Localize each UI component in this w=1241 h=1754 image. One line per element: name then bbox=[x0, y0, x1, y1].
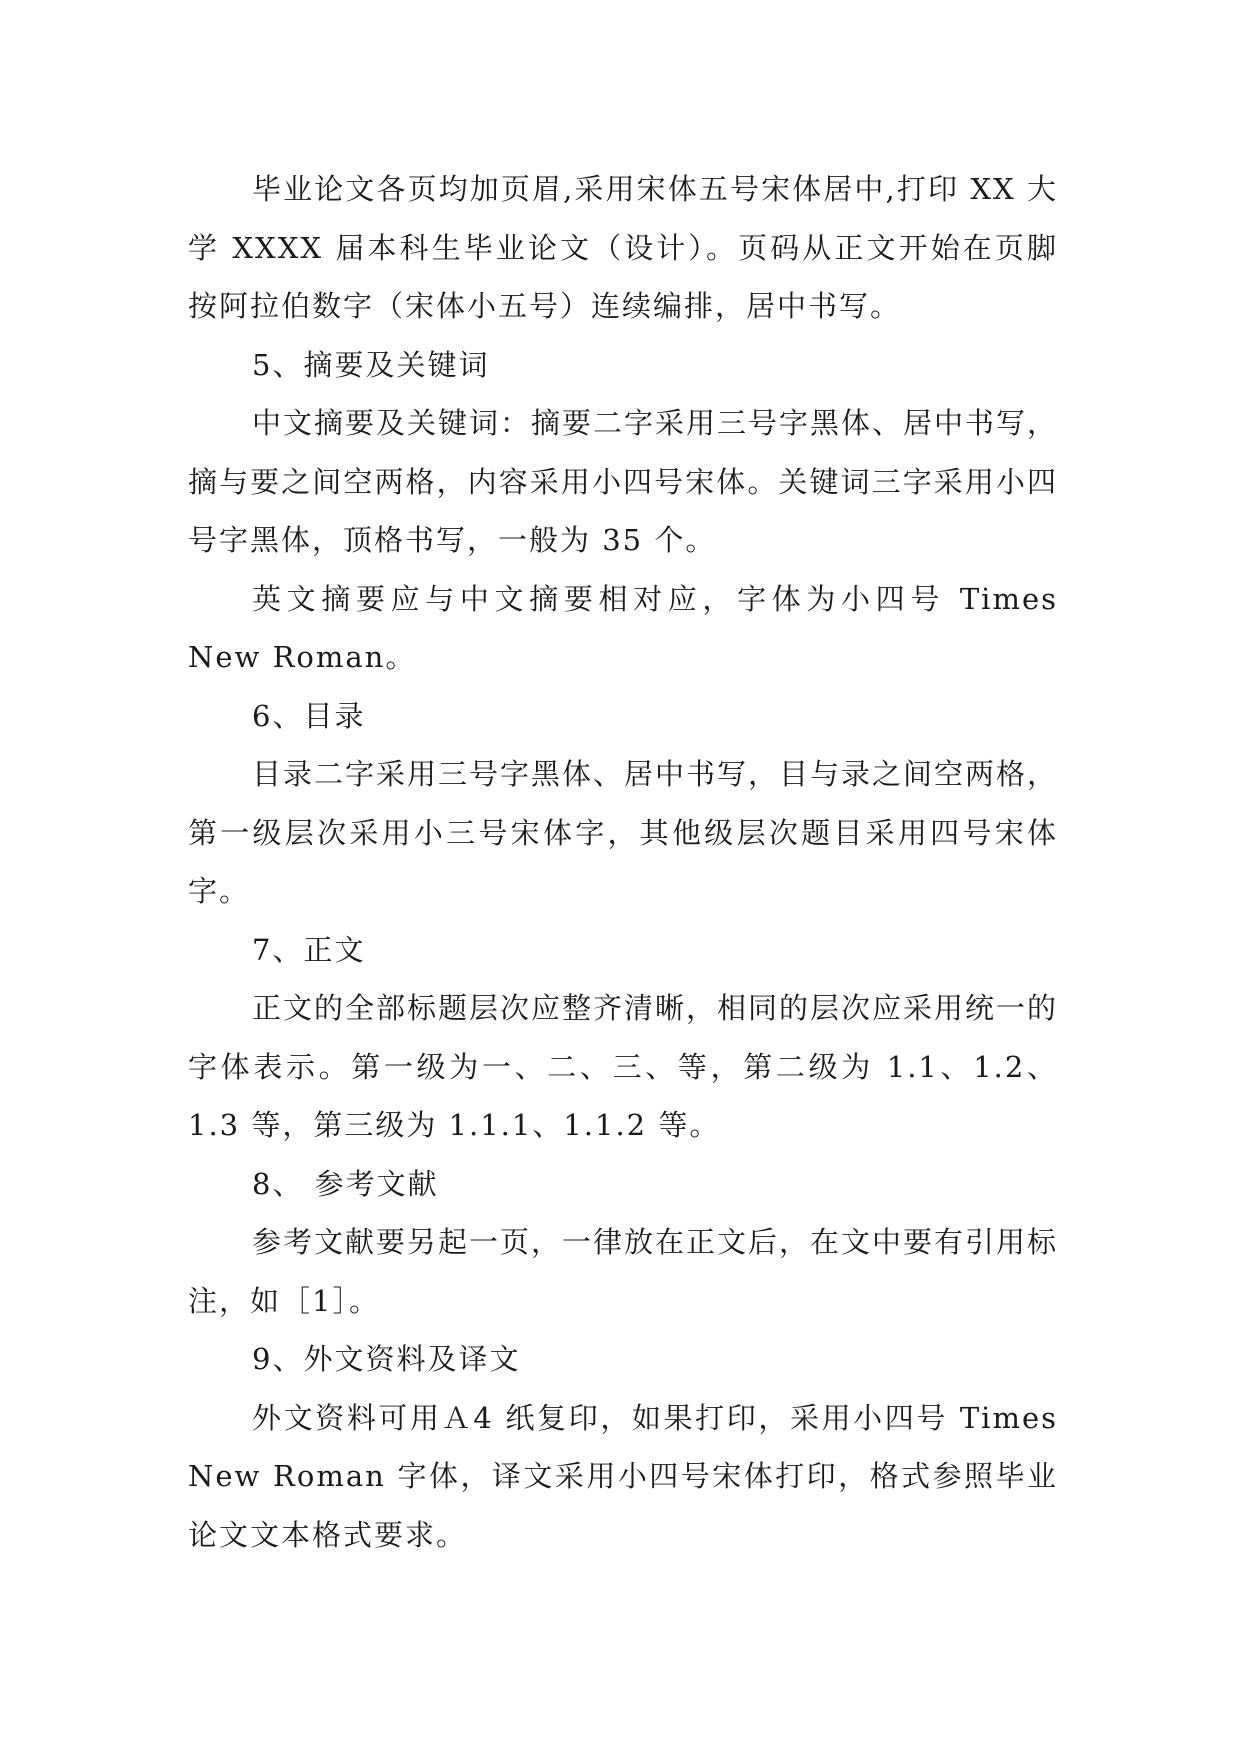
heading-main-text: 7、正文 bbox=[252, 932, 366, 967]
heading-table-of-contents: 6、目录 bbox=[252, 698, 366, 733]
paragraph-english-abstract: 英文摘要应与中文摘要相对应，字体为小四号 Times New Roman。 bbox=[188, 581, 1058, 674]
paragraph-header-footer: 毕业论文各页均加页眉,采用宋体五号宋体居中,打印 XX 大学 XXXX 届本科生毕业论文（设计）。页码从正文开始在页脚按阿拉伯数字（宋体小五号）连续编排，居中书写。 bbox=[188, 172, 1058, 323]
heading-references: 8、 参考文献 bbox=[252, 1166, 439, 1201]
heading-abstract-keywords: 5、摘要及关键词 bbox=[252, 347, 490, 382]
document-body bbox=[188, 160, 1058, 1564]
paragraph-main-text: 正文的全部标题层次应整齐清晰，相同的层次应采用统一的字体表示。第一级为一、二、三、等，第二级为 1.1、1.2、1.3 等，第三级为 1.1.1、1.1.2 等。 bbox=[188, 991, 1059, 1142]
heading-foreign-materials: 9、外文资料及译文 bbox=[252, 1342, 521, 1376]
paragraph-chinese-abstract: 中文摘要及关键词：摘要二字采用三号字黑体、居中书写，摘与要之间空两格，内容采用小四号宋体。关键词三字采用小四号字黑体，顶格书写，一般为 35 个。 bbox=[188, 406, 1059, 557]
paragraph-table-of-contents: 目录二字采用三号字黑体、居中书写，目与录之间空两格，第一级层次采用小三号宋体字，其他级层次题目采用四号宋体字。 bbox=[188, 757, 1059, 908]
paragraph-references: 参考文献要另起一页，一律放在正文后，在文中要有引用标注，如［1］。 bbox=[188, 1225, 1059, 1318]
paragraph-foreign-materials: 外文资料可用Ａ4 纸复印，如果打印，采用小四号 Times New Roman 字体，译文采用小四号宋体打印，格式参照毕业论文文本格式要求。 bbox=[188, 1400, 1058, 1552]
